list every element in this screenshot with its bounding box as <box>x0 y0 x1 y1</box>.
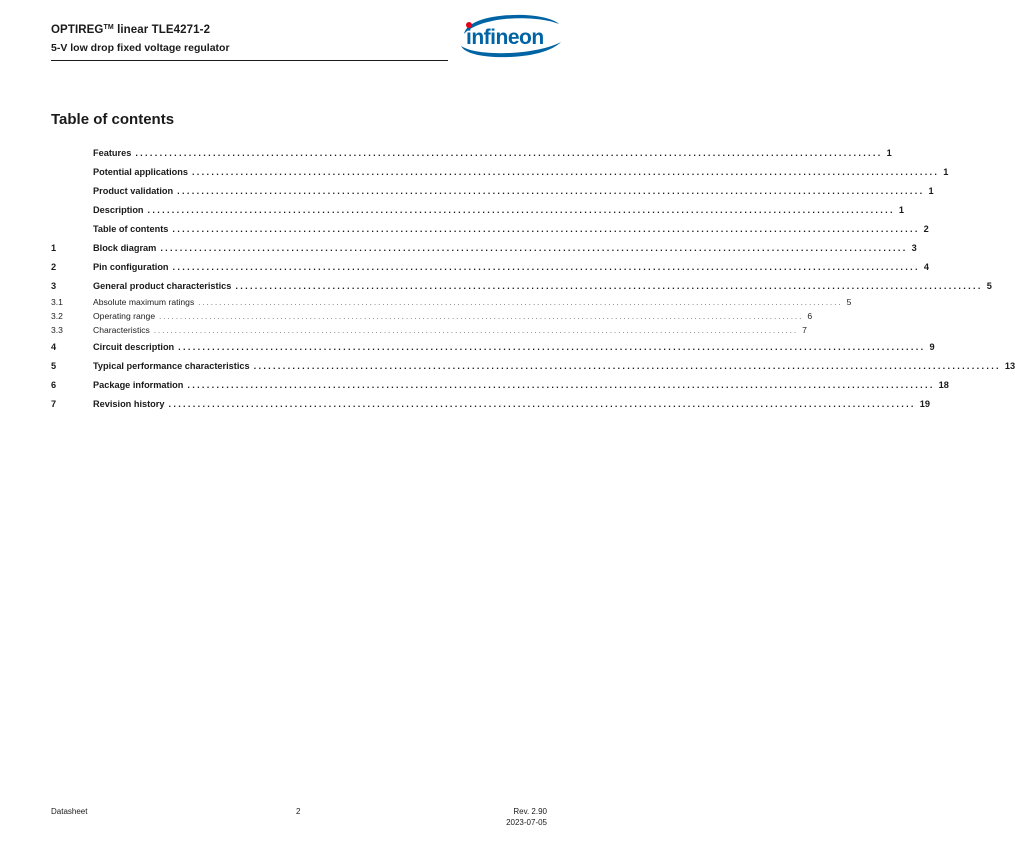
toc-heading: Table of contents <box>51 111 175 128</box>
toc-dot-leader: .......................................................................................................................................................... <box>160 242 908 253</box>
toc-entry-title: Operating range <box>93 311 156 321</box>
toc-entry[interactable] <box>51 219 929 238</box>
toc-entry-page: 1 <box>886 147 892 158</box>
toc-entry-number: 3.2 <box>51 311 63 321</box>
toc-entry-link[interactable] <box>93 325 807 335</box>
toc-entry-link[interactable] <box>93 280 992 291</box>
toc-entry-page: 5 <box>846 297 852 307</box>
toc-entry-title: Absolute maximum ratings <box>93 297 195 307</box>
toc-dot-leader: .......................................................................................................................................................... <box>177 185 925 196</box>
toc-entry-link[interactable] <box>93 204 904 215</box>
toc-dot-leader: .......................................................................................................................................................... <box>198 298 843 307</box>
toc-dot-leader: .......................................................................................................................................................... <box>172 261 920 272</box>
toc-dot-leader: .......................................................................................................................................................... <box>235 280 983 291</box>
toc-entry-number: 6 <box>51 379 57 390</box>
toc-entry-link[interactable] <box>93 360 1015 371</box>
table-of-contents <box>51 143 1015 413</box>
toc-entry[interactable] <box>51 143 892 162</box>
toc-entry-number: 3.3 <box>51 325 63 335</box>
toc-dot-leader: .......................................................................................................................................................... <box>159 312 804 321</box>
toc-entry-number: 5 <box>51 360 57 371</box>
toc-entry[interactable] <box>51 276 992 295</box>
title-rest: linear TLE4271-2 <box>113 24 211 36</box>
toc-dot-leader: .......................................................................................................................................................... <box>168 398 916 409</box>
toc-entry-link[interactable] <box>93 166 949 177</box>
footer-date: 2023-07-05 <box>506 817 547 827</box>
toc-entry[interactable] <box>51 295 852 309</box>
toc-entry-link[interactable] <box>93 223 929 234</box>
toc-entry-link[interactable] <box>93 185 934 196</box>
toc-entry-page: 7 <box>802 325 807 335</box>
infineon-logo <box>455 12 565 58</box>
toc-entry-number: 3.1 <box>51 297 63 307</box>
toc-dot-leader: .......................................................................................................................................................... <box>178 341 926 352</box>
toc-entry-page: 1 <box>928 185 934 196</box>
footer-revision: Rev. 2.90 <box>513 807 547 816</box>
toc-entry-link[interactable] <box>93 341 935 352</box>
toc-dot-leader: .......................................................................................................................................................... <box>147 204 895 215</box>
toc-entry[interactable] <box>51 162 949 181</box>
toc-entry-title: Product validation <box>93 185 174 196</box>
toc-entry-link[interactable] <box>93 297 852 307</box>
toc-entry[interactable] <box>51 394 931 413</box>
toc-entry-page: 1 <box>943 166 949 177</box>
toc-entry-link[interactable] <box>93 147 892 158</box>
toc-entry[interactable] <box>51 323 807 337</box>
toc-dot-leader: .......................................................................................................................................................... <box>191 166 940 177</box>
toc-entry-title: Features <box>93 147 132 158</box>
logo-wordmark: infineon <box>466 26 544 49</box>
toc-entry[interactable] <box>51 337 935 356</box>
toc-entry-title: Block diagram <box>93 242 157 253</box>
toc-entry-number: 2 <box>51 261 57 272</box>
toc-entry[interactable] <box>51 375 949 394</box>
toc-entry-link[interactable] <box>93 398 931 409</box>
toc-entry-title: Typical performance characteristics <box>93 360 250 371</box>
toc-dot-leader: .......................................................................................................................................................... <box>187 379 935 390</box>
toc-entry-title: Revision history <box>93 398 165 409</box>
toc-entry-number: 7 <box>51 398 57 409</box>
trademark-symbol: TM <box>103 24 114 31</box>
toc-dot-leader: .......................................................................................................................................................... <box>172 223 920 234</box>
toc-entry-page: 3 <box>911 242 917 253</box>
toc-entry-page: 6 <box>807 311 813 321</box>
toc-dot-leader: .......................................................................................................................................................... <box>153 326 799 335</box>
toc-entry-link[interactable] <box>93 242 917 253</box>
toc-entry-title: Description <box>93 204 144 215</box>
footer-revision-block <box>506 807 547 828</box>
toc-entry-title: Characteristics <box>93 325 150 335</box>
toc-entry[interactable] <box>51 356 1015 375</box>
toc-entry-page: 19 <box>919 398 931 409</box>
toc-entry-page: 18 <box>938 379 949 390</box>
toc-entry-page: 9 <box>929 341 935 352</box>
toc-entry[interactable] <box>51 257 929 276</box>
footer-page-number: 2 <box>296 807 301 816</box>
document-subtitle: 5-V low drop fixed voltage regulator <box>51 42 230 54</box>
toc-entry-link[interactable] <box>93 261 929 272</box>
toc-dot-leader: .......................................................................................................................................................... <box>135 147 883 158</box>
toc-entry-number: 1 <box>51 242 57 253</box>
toc-entry-title: Pin configuration <box>93 261 169 272</box>
toc-entry-page: 13 <box>1004 360 1015 371</box>
document-title <box>51 24 210 36</box>
toc-entry-number: 4 <box>51 341 57 352</box>
toc-entry-number: 3 <box>51 280 57 291</box>
toc-entry-title: General product characteristics <box>93 280 232 291</box>
toc-entry[interactable] <box>51 181 934 200</box>
toc-entry-link[interactable] <box>93 379 949 390</box>
toc-entry-page: 5 <box>986 280 992 291</box>
toc-entry[interactable] <box>51 200 904 219</box>
toc-entry-link[interactable] <box>93 311 813 321</box>
title-main: OPTIREG <box>51 24 104 36</box>
toc-entry-page: 4 <box>923 261 929 272</box>
toc-entry-page: 2 <box>923 223 929 234</box>
footer-document-type: Datasheet <box>51 807 88 816</box>
toc-entry-title: Table of contents <box>93 223 169 234</box>
toc-entry-title: Package information <box>93 379 184 390</box>
toc-entry-title: Circuit description <box>93 341 175 352</box>
toc-entry[interactable] <box>51 238 917 257</box>
toc-dot-leader: .......................................................................................................................................................... <box>253 360 1001 371</box>
toc-entry-page: 1 <box>898 204 904 215</box>
toc-entry[interactable] <box>51 309 813 323</box>
toc-entry-title: Potential applications <box>93 166 188 177</box>
header-divider <box>51 60 448 61</box>
